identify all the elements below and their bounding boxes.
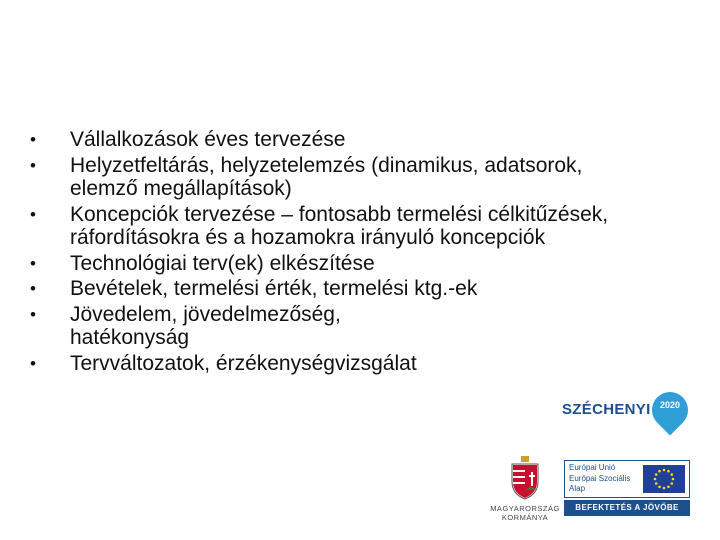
- bullet-text: Jövedelem, jövedelmezőség, hatékonyság: [70, 302, 341, 349]
- funding-logos: [490, 452, 720, 540]
- bullet-text: Technológiai terv(ek) elkészítése: [70, 251, 375, 275]
- bullet-list: [26, 128, 706, 377]
- bullet-item: [26, 352, 706, 376]
- bullet-marker: •: [30, 279, 36, 298]
- bullet-text: Vállalkozások éves tervezése: [70, 128, 346, 151]
- eu-fund-text: [569, 463, 630, 495]
- bullet-item: [26, 203, 706, 250]
- szechenyi-pin-icon: [645, 385, 696, 436]
- bullet-marker: •: [30, 130, 36, 149]
- bullet-marker: •: [30, 253, 36, 273]
- szechenyi-badge-label: 2020: [659, 400, 681, 410]
- bullet-text: Koncepciók tervezése – fontosabb termelési célkitűzések, ráfordításokra és a hozamokra irányuló koncepciók: [70, 202, 609, 249]
- eu-fund-box: [564, 460, 690, 498]
- szechenyi-label: SZÉCHENYI: [562, 401, 651, 418]
- bullet-marker: •: [30, 353, 36, 373]
- government-line1: MAGYARORSZÁG: [490, 504, 560, 513]
- bullet-item: [26, 128, 706, 152]
- bullet-text: Tervváltozatok, érzékenységvizsgálat: [70, 351, 417, 375]
- eu-line2: Európai Szociális: [569, 473, 631, 483]
- bullet-text: Helyzetfeltárás, helyzetelemzés (dinamikus, adatsorok, elemző megállapítások): [70, 153, 583, 200]
- bullet-marker: •: [30, 155, 36, 175]
- bullet-item: [26, 252, 706, 276]
- bullet-marker: •: [30, 204, 36, 224]
- bullet-marker: •: [30, 304, 36, 324]
- szechenyi-2020-logo: [562, 392, 692, 444]
- government-line2: KORMÁNYA: [501, 513, 549, 522]
- bullet-item: [26, 277, 706, 301]
- investment-banner: BEFEKTETÉS A JÖVŐBE: [564, 500, 690, 516]
- eu-flag-icon: [643, 465, 685, 493]
- eu-line1: Európai Unió: [569, 463, 616, 472]
- hungarian-coat-of-arms-icon: [508, 456, 542, 500]
- bullet-item: [26, 303, 706, 350]
- bullet-text: Bevételek, termelési érték, termelési ktg.-ek: [70, 277, 478, 300]
- government-label: [490, 504, 560, 522]
- bullet-item: [26, 154, 706, 201]
- eu-line3: Alap: [569, 484, 586, 493]
